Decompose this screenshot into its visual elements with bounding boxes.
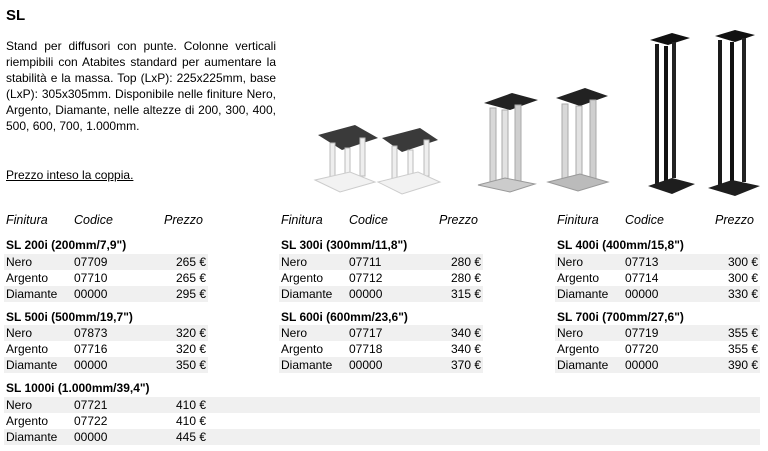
table-row xyxy=(281,286,483,302)
cell-finish: Nero xyxy=(281,255,308,269)
stand-silver-300-image xyxy=(478,93,538,192)
cell-finish: Nero xyxy=(6,398,33,412)
header-price: Prezzo xyxy=(164,213,203,227)
cell-code: 07717 xyxy=(349,326,383,340)
cell-finish: Diamante xyxy=(6,430,58,444)
table-row xyxy=(557,254,760,270)
cell-price: 280 € xyxy=(450,271,481,285)
table-row xyxy=(6,254,208,270)
cell-code: 00000 xyxy=(625,358,659,372)
cell-code: 00000 xyxy=(74,430,108,444)
cell-price: 340 € xyxy=(450,342,481,356)
cell-code: 07712 xyxy=(349,271,383,285)
cell-code: 07720 xyxy=(625,342,659,356)
table-row xyxy=(6,413,208,429)
table-row xyxy=(6,270,208,286)
cell-finish: Diamante xyxy=(281,287,333,301)
table-row xyxy=(557,325,760,341)
table-row xyxy=(6,341,208,357)
product-photos xyxy=(0,0,768,200)
group-title-sl400i: SL 400i (400mm/15,8") xyxy=(557,238,684,252)
cell-price: 410 € xyxy=(175,398,206,412)
price-note: Prezzo inteso la coppia. xyxy=(6,168,134,182)
cell-code: 07716 xyxy=(74,342,108,356)
table-row xyxy=(6,325,208,341)
stand-white-small-2-image xyxy=(378,128,440,194)
product-description: Stand per diffusori con punte. Colonne verticali riempibili con Atabites standard per aumentare la stabilità e la massa. Top (LxP): 225x225mm, base (LxP): 305x305mm. Disponibile nelle finiture Nero, Argento, Diamante, nelle altezze di 200, 300, 400, 500, 600, 700, 1.000mm. xyxy=(6,39,276,133)
group-title-sl1000i: SL 1000i (1.000mm/39,4") xyxy=(6,381,150,395)
table-row xyxy=(281,325,483,341)
cell-code: 00000 xyxy=(74,358,108,372)
table-row xyxy=(6,286,208,302)
cell-code: 07709 xyxy=(74,255,108,269)
cell-finish: Nero xyxy=(557,326,584,340)
cell-price: 280 € xyxy=(450,255,481,269)
product-title: SL xyxy=(6,7,26,24)
cell-code: 07711 xyxy=(349,255,382,269)
group-title-sl300i: SL 300i (300mm/11,8") xyxy=(281,238,408,252)
header-code: Codice xyxy=(625,213,664,227)
cell-price: 445 € xyxy=(175,430,206,444)
stand-black-1000-image xyxy=(708,30,760,196)
cell-code: 07710 xyxy=(74,271,108,285)
cell-finish: Nero xyxy=(6,326,33,340)
table-row xyxy=(281,341,483,357)
cell-price: 300 € xyxy=(727,255,758,269)
table-row xyxy=(6,429,208,445)
header-code: Codice xyxy=(74,213,113,227)
cell-code: 07873 xyxy=(74,326,108,340)
cell-finish: Diamante xyxy=(6,287,58,301)
cell-price: 330 € xyxy=(727,287,758,301)
cell-finish: Argento xyxy=(6,342,49,356)
table-row xyxy=(281,254,483,270)
cell-code: 07713 xyxy=(625,255,659,269)
cell-finish: Argento xyxy=(281,271,324,285)
cell-price: 390 € xyxy=(727,358,758,372)
cell-finish: Argento xyxy=(557,271,600,285)
header-finish: Finitura xyxy=(557,213,599,227)
cell-finish: Argento xyxy=(557,342,600,356)
cell-code: 00000 xyxy=(74,287,108,301)
cell-finish: Nero xyxy=(6,255,33,269)
stand-black-700-image xyxy=(648,33,695,194)
cell-price: 320 € xyxy=(175,342,206,356)
table-row xyxy=(6,397,208,413)
table-row xyxy=(557,270,760,286)
header-finish: Finitura xyxy=(281,213,323,227)
header-finish: Finitura xyxy=(6,213,48,227)
header-code: Codice xyxy=(349,213,388,227)
cell-finish: Diamante xyxy=(557,287,609,301)
cell-finish: Nero xyxy=(557,255,584,269)
header-price: Prezzo xyxy=(439,213,478,227)
cell-code: 07718 xyxy=(349,342,383,356)
group-title-sl200i: SL 200i (200mm/7,9") xyxy=(6,238,127,252)
cell-finish: Argento xyxy=(6,271,49,285)
cell-code: 07714 xyxy=(625,271,659,285)
cell-price: 350 € xyxy=(175,358,206,372)
cell-finish: Nero xyxy=(281,326,308,340)
cell-finish: Diamante xyxy=(6,358,58,372)
cell-price: 410 € xyxy=(175,414,206,428)
cell-code: 00000 xyxy=(349,358,383,372)
cell-code: 00000 xyxy=(625,287,659,301)
cell-price: 320 € xyxy=(175,326,206,340)
cell-finish: Diamante xyxy=(281,358,333,372)
table-row xyxy=(557,357,760,373)
table-row xyxy=(281,357,483,373)
stand-white-small-1-image xyxy=(315,125,378,192)
group-title-sl500i: SL 500i (500mm/19,7") xyxy=(6,310,133,324)
cell-price: 265 € xyxy=(175,271,206,285)
cell-price: 315 € xyxy=(450,287,481,301)
table-row xyxy=(557,341,760,357)
cell-finish: Diamante xyxy=(557,358,609,372)
cell-price: 265 € xyxy=(175,255,206,269)
cell-price: 370 € xyxy=(450,358,481,372)
cell-code: 07722 xyxy=(74,414,108,428)
cell-code: 07721 xyxy=(74,398,108,412)
table-row xyxy=(557,286,760,302)
cell-price: 355 € xyxy=(727,342,758,356)
cell-code: 07719 xyxy=(625,326,659,340)
cell-code: 00000 xyxy=(349,287,383,301)
header-price: Prezzo xyxy=(715,213,754,227)
cell-price: 295 € xyxy=(175,287,206,301)
cell-finish: Argento xyxy=(281,342,324,356)
table-row xyxy=(6,357,208,373)
group-title-sl700i: SL 700i (700mm/27,6") xyxy=(557,310,684,324)
cell-price: 355 € xyxy=(727,326,758,340)
cell-price: 300 € xyxy=(727,271,758,285)
stand-silver-400-image xyxy=(548,88,608,191)
cell-finish: Argento xyxy=(6,414,49,428)
group-title-sl600i: SL 600i (600mm/23,6") xyxy=(281,310,408,324)
table-row xyxy=(281,270,483,286)
cell-price: 340 € xyxy=(450,326,481,340)
